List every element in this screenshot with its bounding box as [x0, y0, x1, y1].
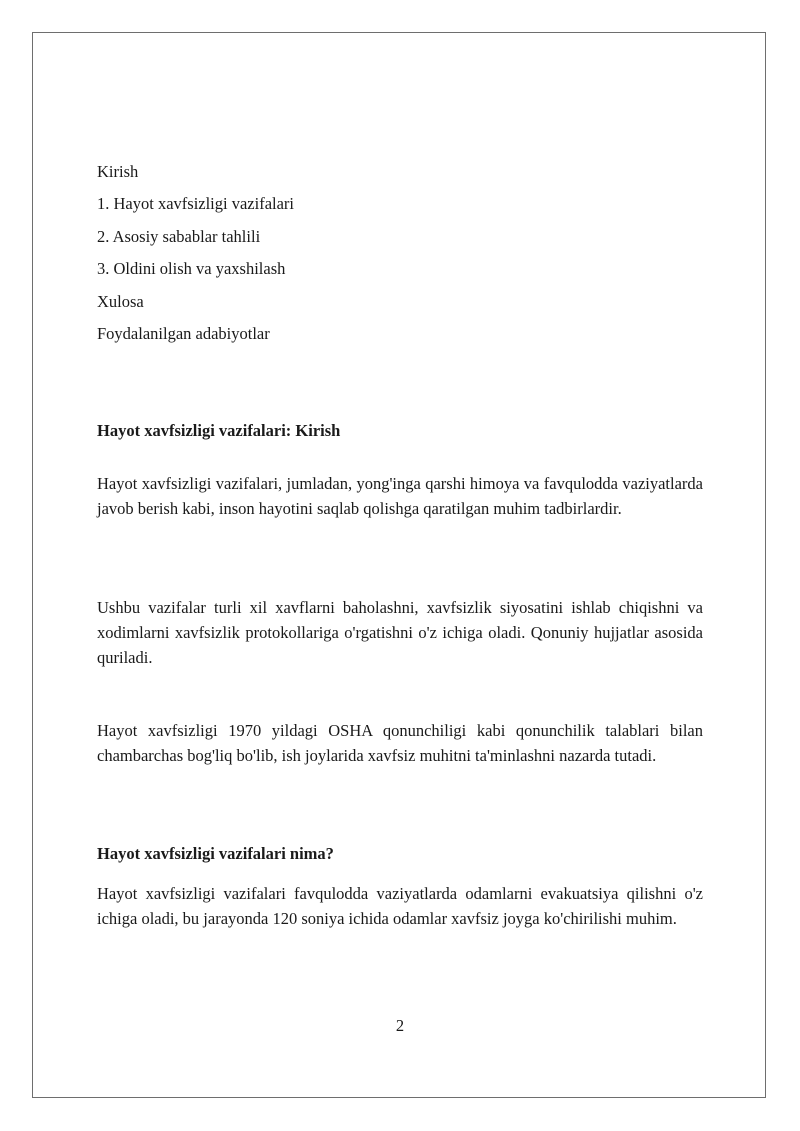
table-of-contents: [97, 160, 703, 354]
section-heading-what: Hayot xavfsizligi vazifalari nima?: [97, 844, 334, 863]
toc-item-references: Foydalanilgan adabiyotlar: [97, 323, 270, 343]
toc-item-conclusion: Xulosa: [97, 291, 144, 311]
paragraph-intro-2: Ushbu vazifalar turli xil xavflarni baholashni, xavfsizlik siyosatini ishlab chiqishni va xodimlarni xavfsizlik protokollariga o'rgatishni o'z ichiga oladi. Qonuniy hujjatlar asosida quriladi.: [97, 598, 703, 667]
paragraph-what-1: Hayot xavfsizligi vazifalari favqulodda vaziyatlarda odamlarni evakuatsiya qilishni o'z ichiga oladi, bu jarayonda 120 soniya ichida odamlar xavfsiz joyga ko'chirilishi muhim.: [97, 884, 703, 928]
toc-item-3: 3. Oldini olish va yaxshilash: [97, 259, 286, 279]
section-heading-intro: Hayot xavfsizligi vazifalari: Kirish: [97, 421, 341, 440]
paragraph-intro-1: Hayot xavfsizligi vazifalari, jumladan, yong'inga qarshi himoya va favqulodda vaziyatlarda javob berish kabi, inson hayotini saqlab qolishga qaratilgan muhim tadbirlardir.: [97, 474, 703, 518]
page-number: 2: [395, 1016, 405, 1035]
paragraph-intro-3: Hayot xavfsizligi 1970 yildagi OSHA qonunchiligi kabi qonunchilik talablari bilan chambarchas bog'liq bo'lib, ish joylarida xavfsiz muhitni ta'minlashni nazarda tutadi.: [97, 721, 703, 765]
toc-item-intro: Kirish: [97, 162, 139, 181]
toc-item-1: 1. Hayot xavfsizligi vazifalari: [97, 194, 295, 214]
toc-item-2: 2. Asosiy sabablar tahlili: [97, 226, 261, 246]
